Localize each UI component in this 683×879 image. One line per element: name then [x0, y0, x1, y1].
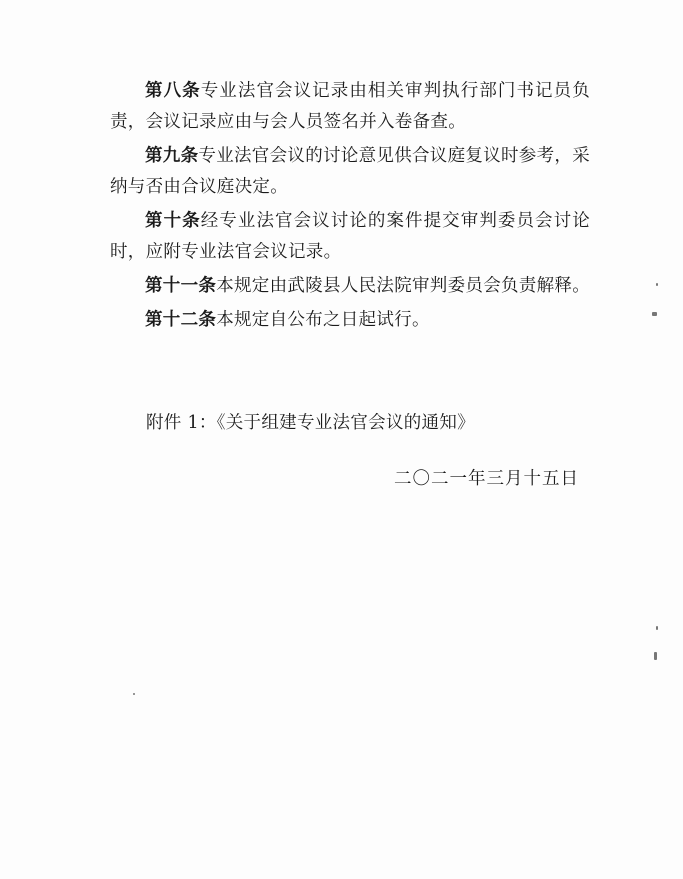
- scan-speck: [656, 283, 658, 286]
- scan-speck: [652, 312, 657, 316]
- scan-speck: [133, 693, 135, 695]
- article-text: 专业法官会议记录由相关审判执行部门书记员负责，会议记录应由与会人员签名并入卷备查。: [110, 81, 590, 132]
- article-text: 经专业法官会议讨论的案件提交审判委员会讨论时，应附专业法官会议记录。: [110, 211, 590, 262]
- article-number: 第十二条: [145, 310, 217, 330]
- scan-speck: [654, 652, 657, 660]
- article-text: 专业法官会议的讨论意见供合议庭复议时参考，采纳与否由合议庭决定。: [110, 146, 591, 197]
- article-10: [110, 206, 590, 268]
- article-number: 第十条: [145, 211, 201, 231]
- article-text: 本规定由武陵县人民法院审判委员会负责解释。: [216, 276, 591, 296]
- article-number: 第十一条: [145, 276, 217, 296]
- document-date: 二〇二一年三月十五日: [394, 469, 579, 489]
- article-8: [110, 76, 590, 138]
- articles-body: [110, 76, 590, 339]
- article-12: [110, 305, 590, 336]
- article-number: 第九条: [145, 146, 199, 166]
- article-text: 本规定自公布之日起试行。: [216, 310, 430, 330]
- article-number: 第八条: [145, 81, 201, 101]
- article-9: [110, 141, 590, 203]
- attachment-line: 附件 1：《关于组建专业法官会议的通知》: [146, 413, 475, 433]
- scan-speck: [656, 626, 658, 630]
- article-11: [110, 271, 590, 302]
